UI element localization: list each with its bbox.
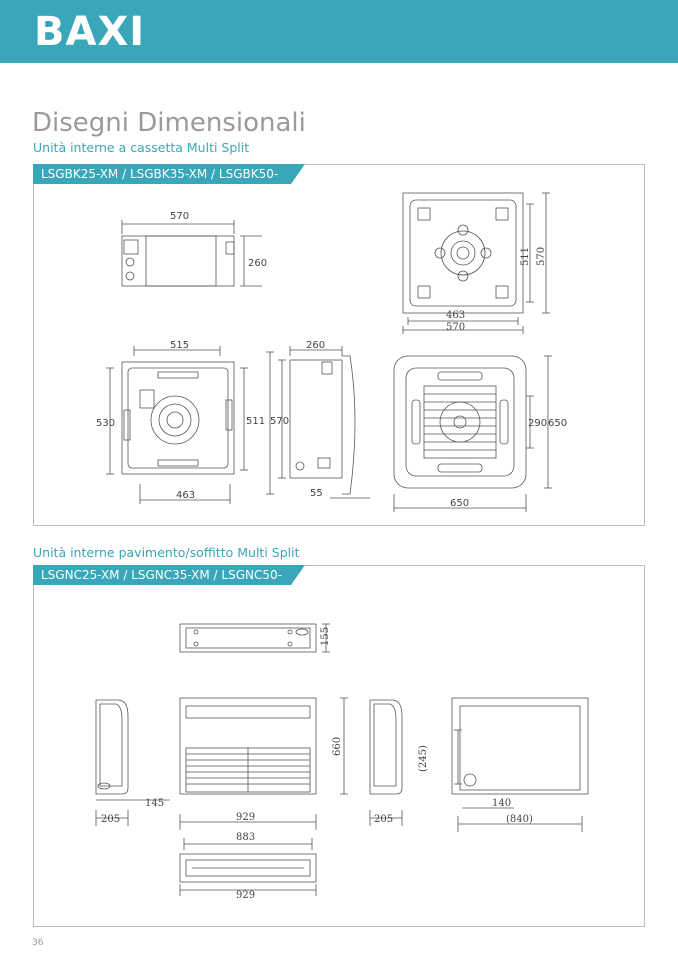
section1-tab-label: LSGBK25-XM / LSGBK35-XM / LSGBK50-XM — [41, 167, 279, 201]
dim-top-h1: 511 — [520, 246, 531, 266]
section1-subtitle: Unità interne a cassetta Multi Split — [33, 140, 250, 155]
dim-panel-width: 650 — [450, 498, 470, 509]
dim-side-205a: 205 — [101, 814, 121, 825]
floor-top-view — [180, 624, 330, 652]
dim-top-width-outer: 570 — [446, 322, 466, 333]
dim-plan-bottom: 463 — [176, 490, 196, 501]
dim-bottom-929: 929 — [236, 890, 256, 901]
cassette-plan-view — [106, 346, 248, 504]
floor-side-view-right — [370, 700, 402, 826]
cassette-side-view — [122, 220, 262, 286]
dim-front-929: 929 — [236, 812, 256, 823]
dim-section-bottom: 55 — [310, 488, 323, 499]
dim-plan-width: 515 — [170, 340, 190, 351]
dim-side-205b: 205 — [374, 814, 394, 825]
dim-back-245: (245) — [418, 745, 429, 772]
dim-panel-inner: 290 — [528, 418, 548, 429]
dim-top-width: 463 — [446, 310, 466, 321]
page-title: Disegni Dimensionali — [32, 108, 306, 138]
brand-logo: BAXI — [34, 9, 146, 55]
dim-section-h1: 511 — [246, 416, 266, 427]
floor-back-view — [452, 698, 588, 832]
dim-section-h2: 570 — [270, 416, 290, 427]
dim-back-840: (840) — [506, 814, 533, 825]
dim-section-depth: 260 — [306, 340, 326, 351]
dim-top-depth: 155 — [320, 626, 331, 646]
dim-side-width: 570 — [170, 211, 190, 222]
section2-tab-label: LSGNC25-XM / LSGNC35-XM / LSGNC50-XM — [41, 568, 282, 602]
dim-plan-height: 530 — [96, 418, 116, 429]
dim-side-145: 145 — [145, 798, 165, 809]
dim-height-660: 660 — [332, 736, 343, 756]
dim-back-140: 140 — [492, 798, 512, 809]
dim-bottom-883: 883 — [236, 832, 256, 843]
dim-top-h2: 570 — [536, 246, 547, 266]
floor-front-view — [180, 698, 348, 830]
section2-subtitle: Unità interne pavimento/soffitto Multi Split — [33, 545, 300, 560]
page-number: 36 — [32, 938, 44, 948]
dim-panel-outer: 650 — [548, 418, 568, 429]
dim-side-height: 260 — [248, 258, 268, 269]
cassette-panel-view — [394, 356, 552, 512]
floor-bottom-view — [180, 838, 316, 896]
